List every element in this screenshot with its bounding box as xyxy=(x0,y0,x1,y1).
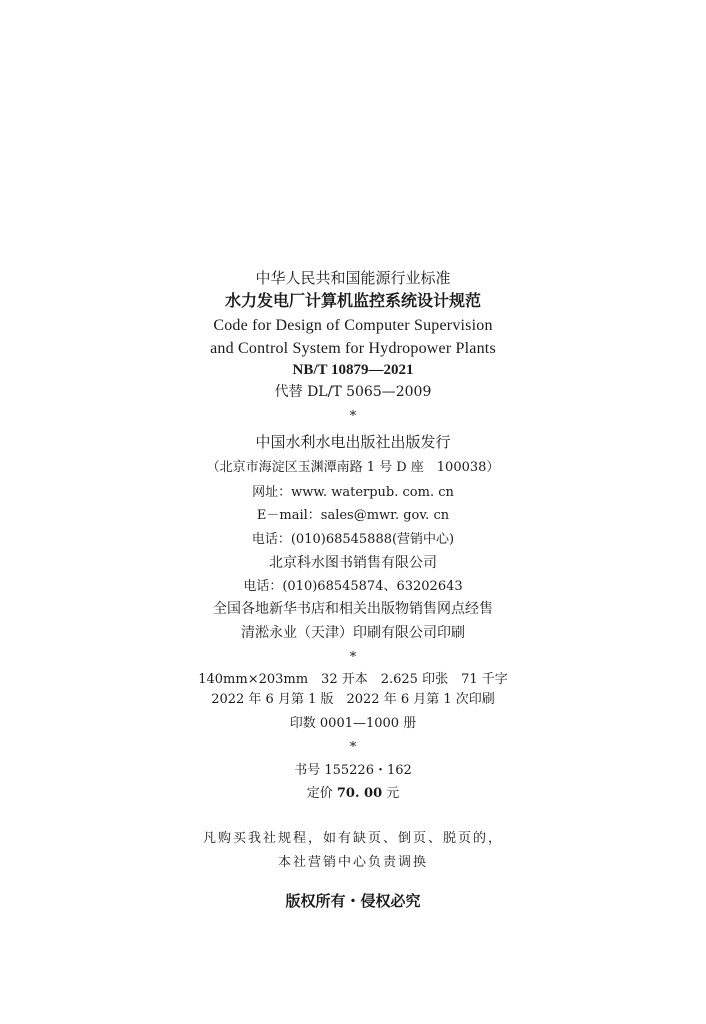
edition-info: 2022 年 6 月第 1 版 2022 年 6 月第 1 次印刷 xyxy=(211,692,495,707)
title-chinese: 水力发电厂计算机监控系统设计规范 xyxy=(224,291,481,310)
price-unit: 元 xyxy=(382,786,400,801)
printer: 清淞永业（天津）印刷有限公司印刷 xyxy=(241,625,465,641)
print-run: 印数 0001—1000 册 xyxy=(289,716,417,731)
distributor: 北京科水图书销售有限公司 xyxy=(269,555,437,571)
retail-channels: 全国各地新华书店和相关出版物销售网点经售 xyxy=(213,601,493,617)
return-notice-line-2: 本社营销中心负责调换 xyxy=(277,855,428,870)
standard-number: NB/T 10879—2021 xyxy=(292,362,414,378)
replaces-standard: 代替 DL/T 5065—2009 xyxy=(274,384,432,400)
book-specs: 140mm×203mm 32 开本 2.625 印张 71 千字 xyxy=(198,672,508,687)
title-english-line-2: and Control System for Hydropower Plants xyxy=(210,340,496,357)
price xyxy=(0,787,706,800)
website: 网址：www. waterpub. com. cn xyxy=(252,485,454,500)
title-english-line-1: Code for Design of Computer Supervision xyxy=(213,317,493,334)
book-number: 书号 155226・162 xyxy=(294,763,412,778)
copyright-notice: 版权所有・侵权必究 xyxy=(285,892,421,910)
publisher-address: （北京市海淀区玉渊潭南路 1 号 D 座 100038） xyxy=(206,460,500,475)
price-value: 70. 00 xyxy=(336,786,383,801)
return-notice-line-1: 凡购买我社规程，如有缺页、倒页、脱页的， xyxy=(202,831,503,846)
distributor-phone: 电话：(010)68545874、63202643 xyxy=(243,579,463,594)
separator-2: * xyxy=(349,650,357,665)
standard-category: 中华人民共和国能源行业标准 xyxy=(255,269,451,287)
separator-1: * xyxy=(349,409,357,424)
sales-phone: 电话：(010)68545888(营销中心) xyxy=(251,532,455,547)
price-label: 定价 xyxy=(306,786,337,801)
publisher: 中国水利水电出版社出版发行 xyxy=(255,433,451,451)
separator-3: * xyxy=(349,740,357,755)
email: E－mail：sales@mwr. gov. cn xyxy=(256,508,450,523)
